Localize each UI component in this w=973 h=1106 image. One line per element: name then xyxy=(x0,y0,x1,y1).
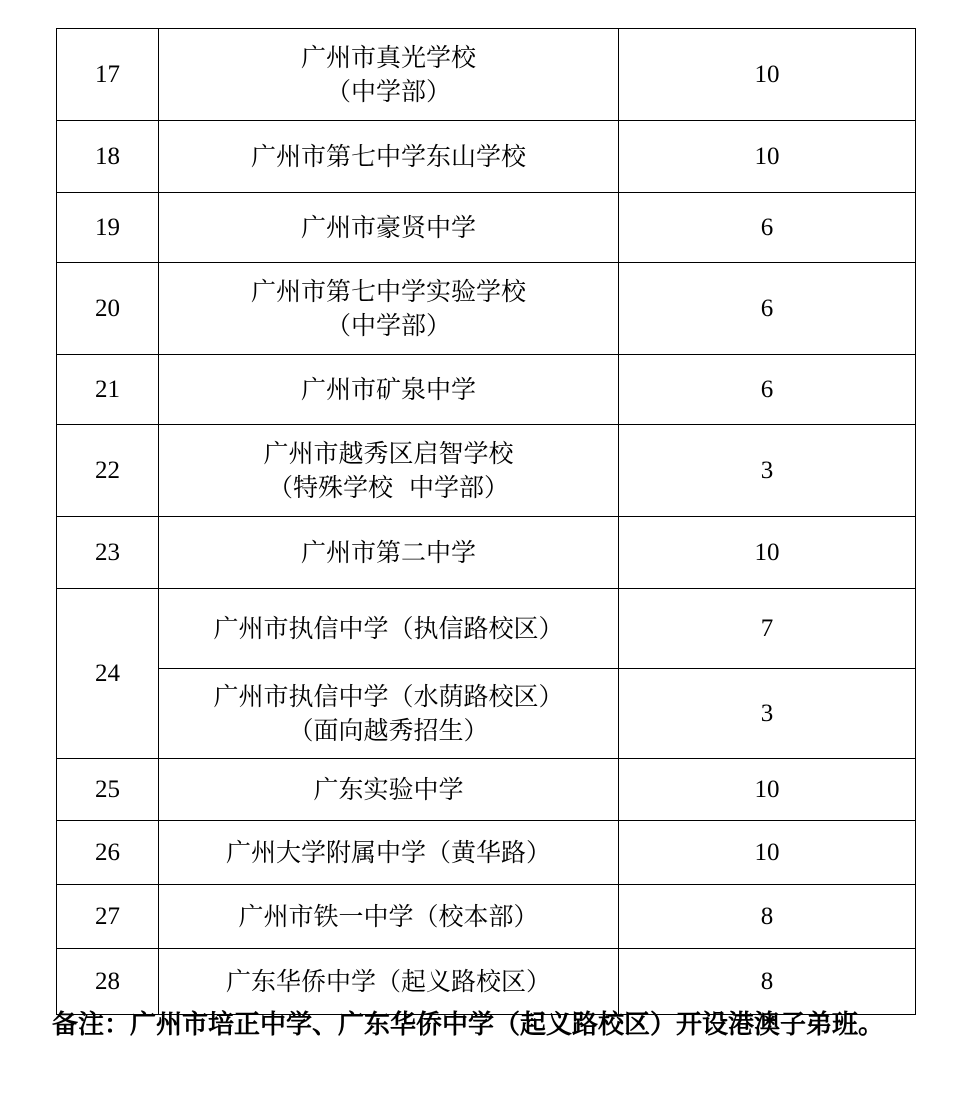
school-name-line: 广州市真光学校 xyxy=(300,42,476,72)
quota-value: 10 xyxy=(619,121,916,193)
school-name xyxy=(159,425,619,517)
school-name-line: 广州市第七中学东山学校 xyxy=(250,141,526,171)
school-name xyxy=(159,885,619,949)
school-name-line: 广州市矿泉中学 xyxy=(300,374,476,404)
school-name-line: 广州市越秀区启智学校 xyxy=(263,438,514,468)
table-row xyxy=(57,669,916,759)
school-name xyxy=(159,121,619,193)
school-name-line: 广州市执信中学（水荫路校区） xyxy=(213,681,564,711)
school-name-line: 广州市第二中学 xyxy=(300,537,476,567)
table-row xyxy=(57,263,916,355)
table-row xyxy=(57,121,916,193)
quota-value: 10 xyxy=(619,517,916,589)
school-name-line: （中学部） xyxy=(325,76,451,106)
quota-value: 3 xyxy=(619,425,916,517)
school-name-line: 广州市执信中学（执信路校区） xyxy=(213,613,564,643)
quota-value: 10 xyxy=(619,759,916,821)
quota-value: 8 xyxy=(619,949,916,1015)
quota-value: 6 xyxy=(619,355,916,425)
table-row xyxy=(57,885,916,949)
quota-value: 3 xyxy=(619,669,916,759)
quota-value: 10 xyxy=(619,29,916,121)
school-name-line: 广州市铁一中学（校本部） xyxy=(238,901,539,931)
row-number: 26 xyxy=(57,821,159,885)
row-number: 22 xyxy=(57,425,159,517)
quota-value: 7 xyxy=(619,589,916,669)
row-number: 25 xyxy=(57,759,159,821)
school-name-line: （面向越秀招生） xyxy=(288,715,489,745)
table-row xyxy=(57,759,916,821)
school-name-line: 广州市豪贤中学 xyxy=(300,212,476,242)
school-quota-table xyxy=(56,28,916,1015)
quota-value: 6 xyxy=(619,263,916,355)
row-number: 19 xyxy=(57,193,159,263)
row-number: 28 xyxy=(57,949,159,1015)
row-number: 21 xyxy=(57,355,159,425)
school-name xyxy=(159,821,619,885)
table-row xyxy=(57,425,916,517)
table-row xyxy=(57,517,916,589)
row-number: 24 xyxy=(57,589,159,759)
row-number: 17 xyxy=(57,29,159,121)
table-row xyxy=(57,29,916,121)
remark-note: 备注：广州市培正中学、广东华侨中学（起义路校区）开设港澳子弟班。 xyxy=(52,1010,885,1040)
school-name-line: 广东华侨中学（起义路校区） xyxy=(225,966,551,996)
school-name xyxy=(159,517,619,589)
table-row xyxy=(57,821,916,885)
row-number: 20 xyxy=(57,263,159,355)
quota-value: 8 xyxy=(619,885,916,949)
table-row xyxy=(57,193,916,263)
school-name xyxy=(159,29,619,121)
school-name-line: （中学部） xyxy=(325,310,451,340)
table-row xyxy=(57,589,916,669)
school-name xyxy=(159,263,619,355)
school-name-line: 广州市第七中学实验学校 xyxy=(250,276,526,306)
quota-value: 10 xyxy=(619,821,916,885)
school-name-line: 广州大学附属中学（黄华路） xyxy=(225,837,551,867)
school-name xyxy=(159,589,619,669)
row-number: 27 xyxy=(57,885,159,949)
school-name xyxy=(159,759,619,821)
school-name xyxy=(159,355,619,425)
school-name xyxy=(159,193,619,263)
school-name-line: 广东实验中学 xyxy=(313,774,464,804)
school-name-line: （特殊学校 中学部） xyxy=(268,472,509,502)
table-row xyxy=(57,355,916,425)
row-number: 18 xyxy=(57,121,159,193)
row-number: 23 xyxy=(57,517,159,589)
quota-value: 6 xyxy=(619,193,916,263)
school-name xyxy=(159,669,619,759)
